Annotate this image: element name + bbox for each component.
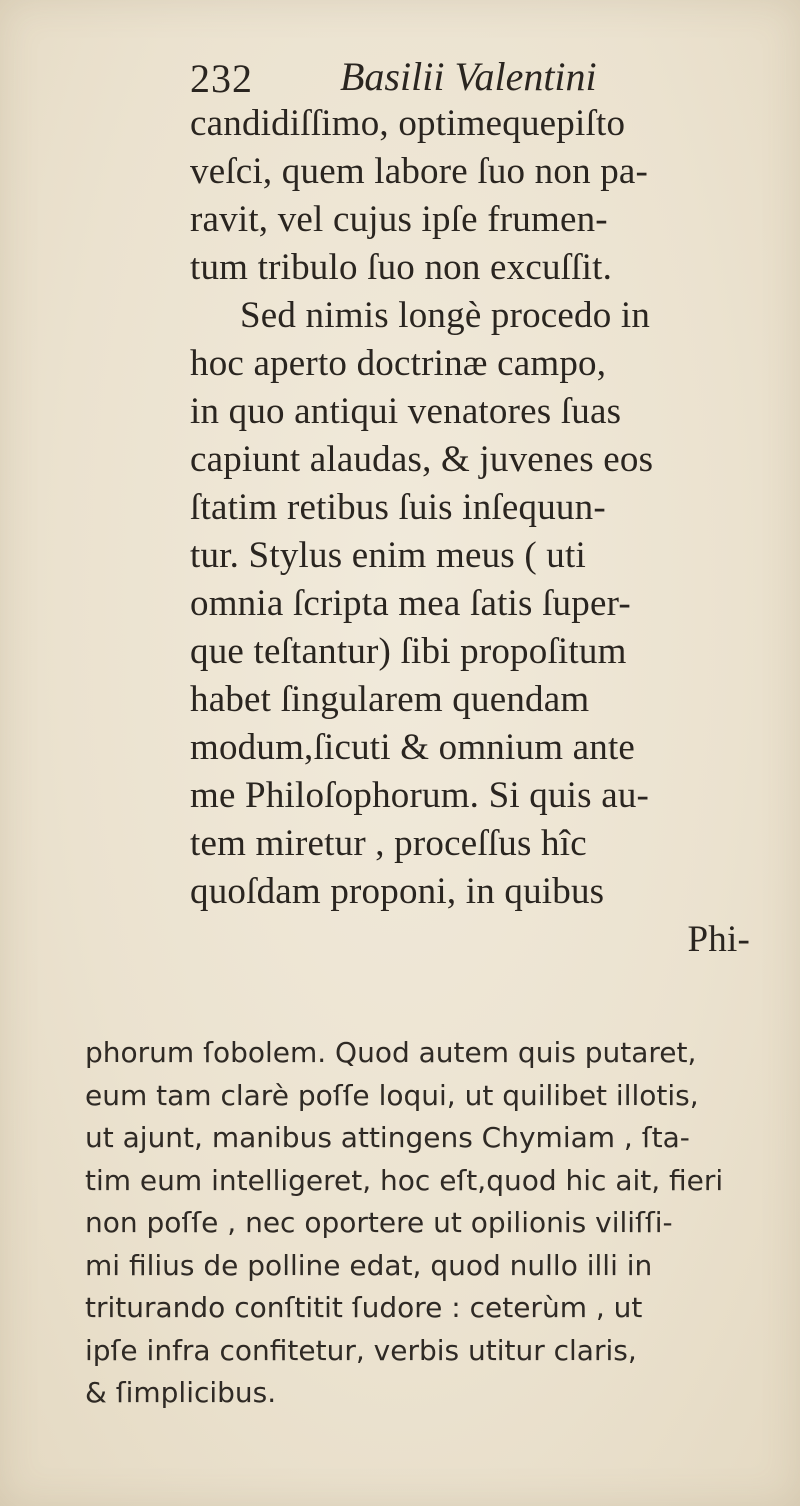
text-line: ut ajunt, manibus attingens Chymiam , ſta- bbox=[85, 1121, 690, 1154]
text-line: ravit, vel cujus ipſe frumen- bbox=[190, 199, 608, 240]
text-line: eum tam clarè poſſe loqui, ut quilibet illotis, bbox=[85, 1078, 699, 1112]
text-line: habet ſingularem quendam bbox=[190, 679, 590, 720]
text-line: omnia ſcripta mea ſatis ſuper- bbox=[190, 583, 631, 624]
text-line: candidiſſimo, optimequepiſto bbox=[190, 103, 626, 144]
text-line: triturando conſtitit ſudore : ceterùm , ut bbox=[85, 1291, 643, 1324]
page-number: 232 bbox=[190, 56, 253, 101]
text-line: tur. Stylus enim meus ( uti bbox=[190, 535, 586, 576]
catchword: Phi- bbox=[687, 919, 750, 960]
text-line: veſci, quem labore ſuo non pa- bbox=[190, 151, 649, 192]
text-line: me Philoſophorum. Si quis au- bbox=[190, 775, 650, 816]
text-line: que teſtantur) ſibi propoſitum bbox=[190, 631, 627, 672]
running-head: Basilii Valentini bbox=[340, 54, 597, 99]
main-text-block bbox=[190, 100, 780, 964]
text-line: phorum ſobolem. Quod autem quis putaret, bbox=[85, 1036, 697, 1069]
text-line: ſtatim retibus ſuis inſequun- bbox=[190, 487, 606, 528]
paragraph-start-line: Sed nimis longè procedo in bbox=[240, 295, 651, 336]
text-line: non poſſe , nec oportere ut opilionis viliſſi- bbox=[85, 1206, 673, 1239]
text-line: tum tribulo ſuo non excuſſit. bbox=[190, 247, 613, 288]
text-line: ipſe infra confitetur, verbis utitur claris, bbox=[85, 1333, 637, 1367]
text-line: modum,ſicuti & omnium ante bbox=[190, 727, 636, 768]
text-line: tem miretur , proceſſus hîc bbox=[190, 823, 587, 864]
text-line: capiunt alaudas, & juvenes eos bbox=[190, 439, 654, 480]
text-line: hoc aperto doctrinæ campo, bbox=[190, 343, 607, 384]
page-header bbox=[190, 55, 750, 105]
text-line: in quo antiqui venatores ſuas bbox=[190, 391, 622, 432]
text-line: mi filius de polline edat, quod nullo illi in bbox=[85, 1248, 653, 1282]
text-line: quoſdam proponi, in quibus bbox=[190, 871, 605, 912]
text-line: & ſimplicibus. bbox=[85, 1376, 277, 1409]
lower-text-block bbox=[85, 1032, 785, 1415]
text-line: tim eum intelligeret, hoc eſt,quod hic ait, fieri bbox=[85, 1163, 724, 1197]
